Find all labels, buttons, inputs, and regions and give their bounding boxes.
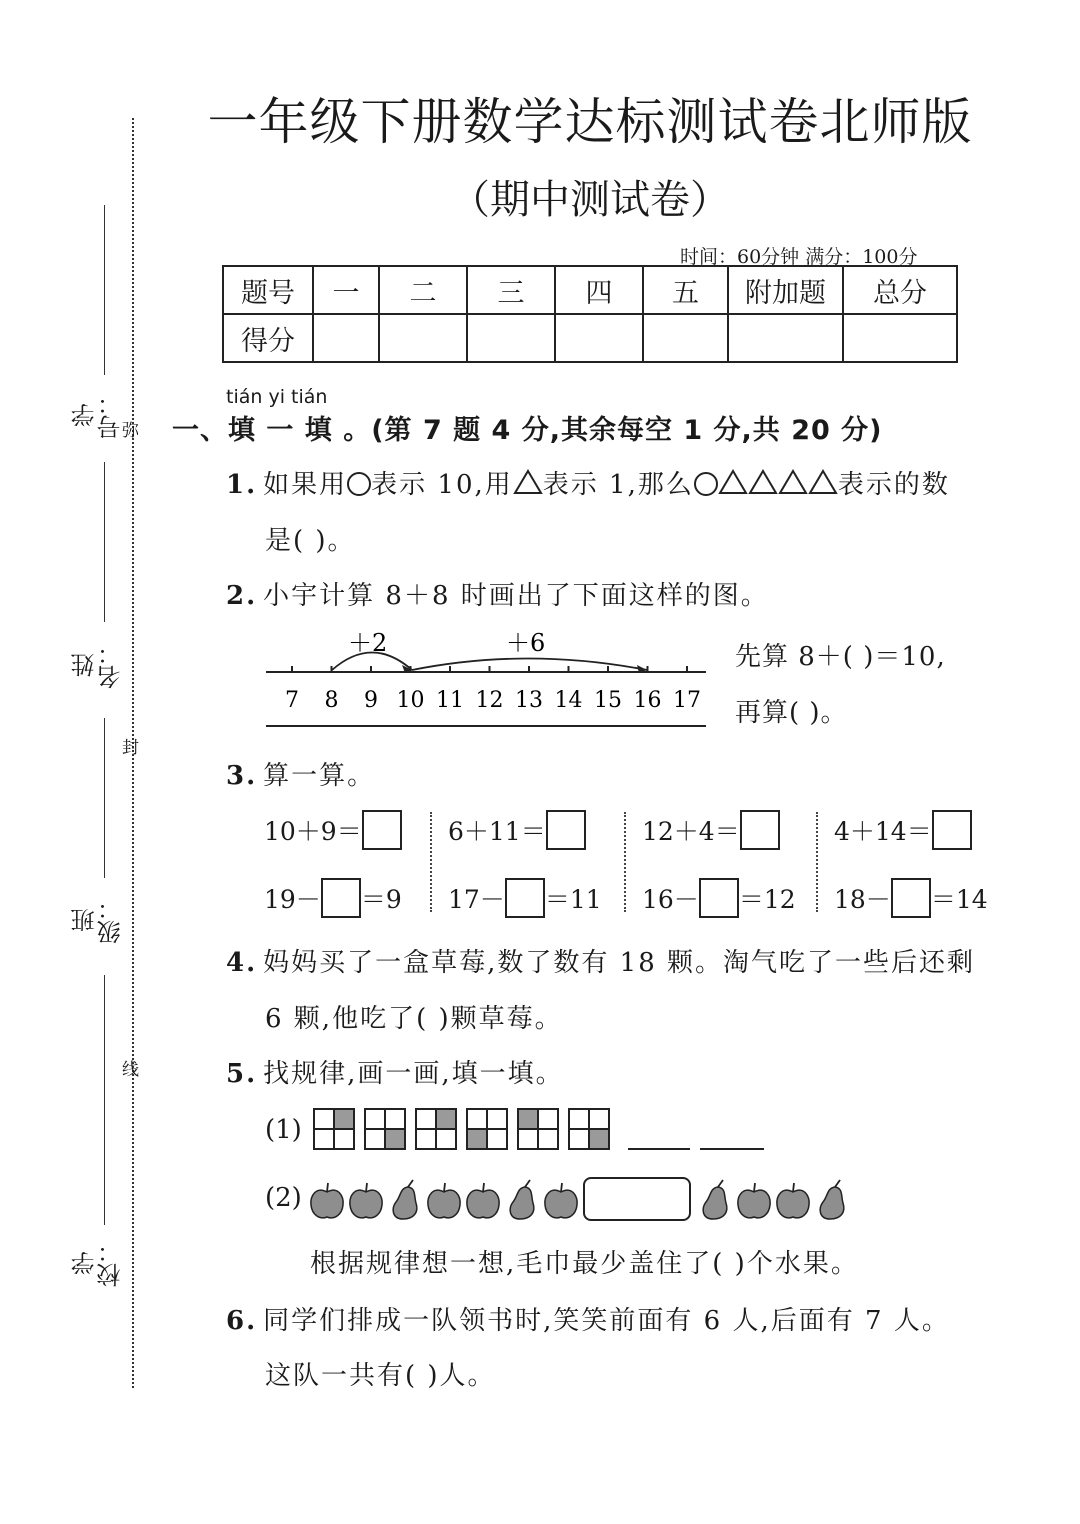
calc-expression: 12＋4＝ xyxy=(642,817,740,846)
question-number: 6. xyxy=(226,1306,258,1336)
number-line-tick-label: 17 xyxy=(673,688,701,713)
calc-result: ＝11 xyxy=(544,885,602,914)
number-line xyxy=(262,625,712,735)
number-line-tick-label: 9 xyxy=(364,688,378,713)
calc-expression: 18－ xyxy=(834,885,891,914)
number-line-tick-label: 13 xyxy=(515,688,543,713)
q2-text: 小宇计算 8＋8 时画出了下面这样的图。 xyxy=(263,581,769,611)
triangle-icon xyxy=(808,469,838,495)
answer-box[interactable] xyxy=(740,810,780,850)
towel-cover xyxy=(583,1177,691,1221)
apple-icon xyxy=(425,1178,463,1222)
school-label: 学校： xyxy=(71,1239,125,1287)
apple-icon xyxy=(464,1178,502,1222)
class-line xyxy=(104,718,105,878)
q6-line1: 同学们排成一队领书时,笑笑前面有 6 人,后面有 7 人。 xyxy=(263,1306,950,1336)
calc-expression: 6＋11＝ xyxy=(448,817,546,846)
name-line xyxy=(104,462,105,622)
question-6 xyxy=(226,1300,950,1337)
answer-box[interactable] xyxy=(932,810,972,850)
number-line-tick-label: 10 xyxy=(396,688,425,713)
seal-char-mi: 弥 xyxy=(122,421,139,441)
score-cell[interactable] xyxy=(728,314,843,362)
score-header-cell: 总分 xyxy=(843,266,957,314)
apple-icon xyxy=(542,1178,580,1222)
answer-box[interactable] xyxy=(546,810,586,850)
circle-icon xyxy=(694,472,718,496)
grid-square-icon xyxy=(517,1108,559,1150)
answer-box[interactable] xyxy=(505,878,545,918)
q3-text: 算一算。 xyxy=(263,761,376,791)
grid-pattern-row xyxy=(313,1108,623,1150)
question-1-line2: 是( )。 xyxy=(265,526,356,556)
calc-expression: 4＋14＝ xyxy=(834,817,932,846)
calc-result: ＝9 xyxy=(360,885,402,914)
student-id-label: 学号： xyxy=(71,391,125,439)
score-cell[interactable] xyxy=(643,314,728,362)
q5-line3: 根据规律想一想,毛巾最少盖住了( )个水果。 xyxy=(310,1249,859,1279)
grid-square-icon xyxy=(415,1108,457,1150)
fruit-row-before xyxy=(308,1178,583,1222)
pear-icon xyxy=(386,1178,424,1222)
calc-item xyxy=(264,878,402,918)
answer-box[interactable] xyxy=(362,810,402,850)
page-title: 一年级下册数学达标测试卷北师版 xyxy=(207,93,973,151)
q1-text-c: 表示 1,那么 xyxy=(542,470,694,500)
question-2 xyxy=(226,575,769,612)
calc-result: ＝14 xyxy=(930,885,988,914)
question-number: 2. xyxy=(226,581,258,611)
score-cell[interactable] xyxy=(379,314,467,362)
pear-icon xyxy=(696,1178,734,1222)
triangle-icon xyxy=(718,469,748,495)
q5-sub1-label: (1) xyxy=(265,1115,302,1145)
score-table xyxy=(222,265,958,363)
score-header-cell: 二 xyxy=(379,266,467,314)
number-line-tick-label: 12 xyxy=(475,688,504,713)
score-header-cell: 五 xyxy=(643,266,728,314)
question-1 xyxy=(226,464,950,501)
circle-icon xyxy=(347,472,371,496)
question-6-line2: 这队一共有( )人。 xyxy=(265,1361,496,1391)
grid-square-icon xyxy=(568,1108,610,1150)
calc-expression: 17－ xyxy=(448,885,505,914)
question-4 xyxy=(226,942,975,979)
apple-icon xyxy=(347,1178,385,1222)
answer-box[interactable] xyxy=(321,878,361,918)
q1-text-d: 表示的数 xyxy=(837,470,950,500)
question-number: 3. xyxy=(226,761,258,791)
question-number: 4. xyxy=(226,948,258,978)
time-score-info: 时间：60分钟 满分：100分 xyxy=(680,246,918,268)
calc-item xyxy=(834,878,988,918)
score-cell[interactable] xyxy=(467,314,555,362)
fruit-row-after xyxy=(696,1178,856,1222)
pear-icon xyxy=(813,1178,851,1222)
question-5 xyxy=(226,1053,564,1090)
number-line-tick-label: 16 xyxy=(633,688,662,713)
score-cell[interactable] xyxy=(555,314,643,362)
calc-result: ＝12 xyxy=(738,885,796,914)
score-cell[interactable] xyxy=(843,314,957,362)
class-label: 班级： xyxy=(71,896,125,944)
number-line-ticks xyxy=(285,666,701,713)
number-line-tick-label: 14 xyxy=(554,688,583,713)
q1-text-a: 如果用 xyxy=(263,470,348,500)
name-label: 姓名： xyxy=(71,641,125,689)
jump-label-plus6: ＋6 xyxy=(506,629,546,657)
dotted-divider xyxy=(816,812,818,912)
question-3 xyxy=(226,755,375,792)
q2-right-line2: 再算( )。 xyxy=(735,698,848,728)
calc-item xyxy=(642,878,796,918)
apple-icon xyxy=(735,1178,773,1222)
score-header-cell: 三 xyxy=(467,266,555,314)
score-table-header-row xyxy=(223,266,957,314)
score-header-cell: 一 xyxy=(313,266,379,314)
number-line-tick-label: 8 xyxy=(324,688,339,713)
jump-label-plus2: ＋2 xyxy=(348,629,388,657)
seal-char-xian: 线 xyxy=(122,1060,139,1080)
page-subtitle: （期中测试卷） xyxy=(450,177,730,223)
q2-right-line1: 先算 8＋( )＝10, xyxy=(735,642,946,672)
grid-square-icon xyxy=(364,1108,406,1150)
answer-blank-line[interactable] xyxy=(628,1148,690,1150)
calc-item xyxy=(834,810,972,850)
answer-box[interactable] xyxy=(699,878,739,918)
apple-icon xyxy=(308,1178,346,1222)
grid-square-icon xyxy=(313,1108,355,1150)
student-id-line xyxy=(104,205,105,375)
score-header-cell: 题号 xyxy=(223,266,313,314)
answer-blank-line[interactable] xyxy=(700,1148,764,1150)
question-4-line2: 6 颗,他吃了( )颗草莓。 xyxy=(265,1004,563,1034)
calc-expression: 10＋9＝ xyxy=(264,817,362,846)
q5-sub2-label: (2) xyxy=(265,1183,302,1213)
grid-square-icon xyxy=(466,1108,508,1150)
section-pinyin: tián yi tián xyxy=(226,386,328,408)
score-header-cell: 附加题 xyxy=(728,266,843,314)
score-table-score-row xyxy=(223,314,957,362)
number-line-tick-label: 7 xyxy=(285,688,299,713)
calc-item xyxy=(264,810,402,850)
school-line xyxy=(104,975,105,1225)
calc-item xyxy=(642,810,780,850)
number-line-tick-label: 15 xyxy=(594,688,622,713)
q5-text: 找规律,画一画,填一填。 xyxy=(263,1059,564,1089)
triangle-icon xyxy=(513,469,543,495)
q4-line1: 妈妈买了一盒草莓,数了数有 18 颗。淘气吃了一些后还剩 xyxy=(263,948,976,978)
dotted-divider xyxy=(430,812,432,912)
calc-item xyxy=(448,810,586,850)
calc-item xyxy=(448,878,602,918)
calc-expression: 19－ xyxy=(264,885,321,914)
number-line-tick-label: 11 xyxy=(436,688,464,713)
question-number: 5. xyxy=(226,1059,258,1089)
score-row-label: 得分 xyxy=(223,314,313,362)
apple-icon xyxy=(774,1178,812,1222)
score-header-cell: 四 xyxy=(555,266,643,314)
triangle-icon xyxy=(778,469,808,495)
seal-char-feng: 封 xyxy=(122,738,139,758)
question-number: 1. xyxy=(226,470,258,500)
q1-text-b: 表示 10,用 xyxy=(371,470,513,500)
pear-icon xyxy=(503,1178,541,1222)
score-cell[interactable] xyxy=(313,314,379,362)
triangle-icon xyxy=(748,469,778,495)
dotted-divider xyxy=(624,812,626,912)
section-heading: 一、填 一 填 。(第 7 题 4 分,其余每空 1 分,共 20 分) xyxy=(172,415,883,446)
calc-expression: 16－ xyxy=(642,885,699,914)
answer-box[interactable] xyxy=(891,878,931,918)
